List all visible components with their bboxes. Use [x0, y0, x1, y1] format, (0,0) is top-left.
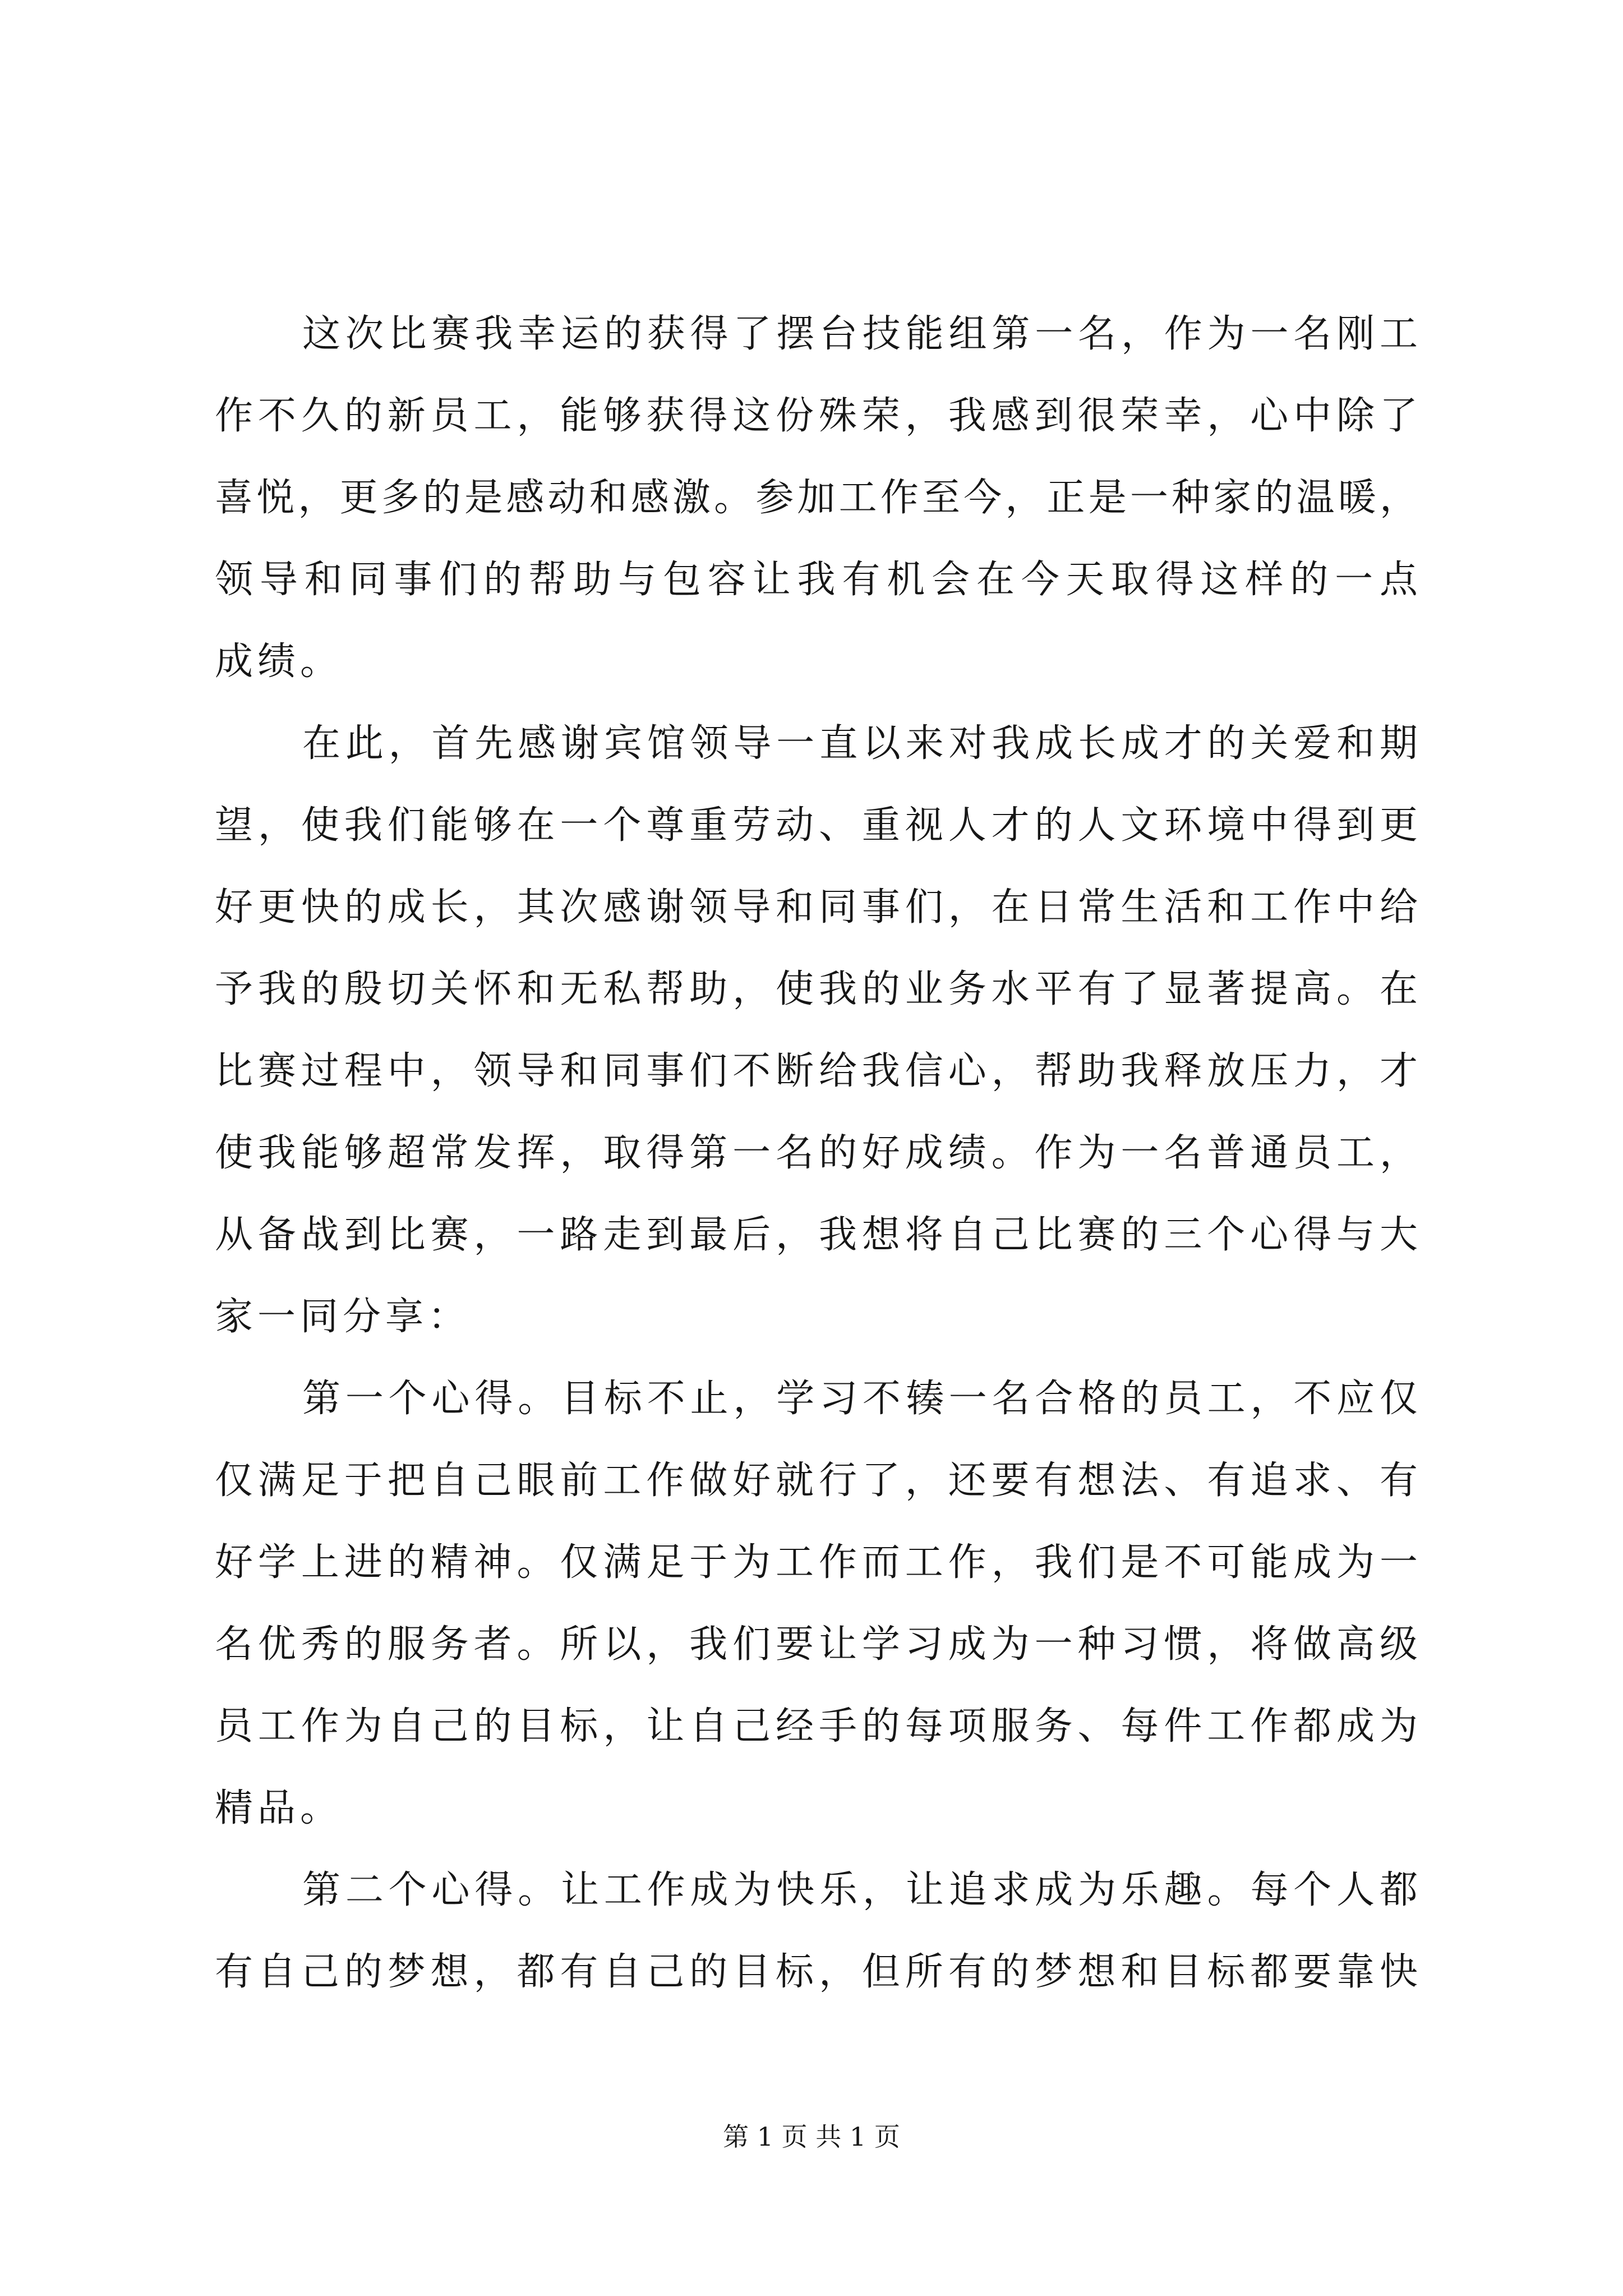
paragraph-4 — [215, 1849, 1418, 2013]
paragraph-line: 领导和同事们的帮助与包容让我有机会在今天取得这样的一点 — [215, 558, 1418, 602]
paragraph-line: 有自己的梦想，都有自己的目标，但所有的梦想和目标都要靠快 — [215, 1950, 1418, 1994]
paragraph-line: 好学上进的精神。仅满足于为工作而工作，我们是不可能成为一 — [215, 1540, 1418, 1585]
document-body — [215, 293, 1418, 2013]
paragraph-line: 予我的殷切关怀和无私帮助，使我的业务水平有了显著提高。在 — [215, 967, 1418, 1011]
paragraph-line: 第一个心得。目标不止，学习不辏一名合格的员工，不应仅 — [302, 1377, 1418, 1421]
paragraph-line: 望，使我们能够在一个尊重劳动、重视人才的人文环境中得到更 — [215, 803, 1418, 848]
paragraph-line: 作不久的新员工，能够获得这份殊荣，我感到很荣幸，心中除了 — [215, 394, 1418, 438]
paragraph-line: 家一同分享： — [215, 1295, 471, 1339]
paragraph-line: 名优秀的服务者。所以，我们要让学习成为一种习惯，将做高级 — [215, 1622, 1418, 1667]
paragraph-line: 第二个心得。让工作成为快乐，让追求成为乐趣。每个人都 — [302, 1868, 1418, 1912]
paragraph-line: 员工作为自己的目标，让自己经手的每项服务、每件工作都成为 — [215, 1704, 1418, 1749]
paragraph-line: 这次比赛我幸运的获得了摆台技能组第一名，作为一名刚工 — [302, 312, 1418, 356]
paragraph-3 — [215, 1358, 1418, 1849]
paragraph-2 — [215, 703, 1418, 1358]
paragraph-line: 喜悦，更多的是感动和感激。参加工作至今，正是一种家的温暖， — [215, 476, 1418, 520]
paragraph-line: 比赛过程中，领导和同事们不断给我信心，帮助我释放压力，才 — [215, 1049, 1418, 1093]
paragraph-line: 好更快的成长，其次感谢领导和同事们，在日常生活和工作中给 — [215, 885, 1418, 930]
page-number-footer: 第 1 页 共 1 页 — [723, 2122, 900, 2152]
paragraph-line: 精品。 — [215, 1786, 343, 1830]
paragraph-line: 成绩。 — [215, 639, 343, 684]
paragraph-line: 在此，首先感谢宾馆领导一直以来对我成长成才的关爱和期 — [302, 721, 1418, 766]
paragraph-1 — [215, 293, 1418, 703]
paragraph-line: 从备战到比赛，一路走到最后，我想将自己比赛的三个心得与大 — [215, 1213, 1418, 1257]
paragraph-line: 仅满足于把自己眼前工作做好就行了，还要有想法、有追求、有 — [215, 1458, 1418, 1503]
paragraph-line: 使我能够超常发挥，取得第一名的好成绩。作为一名普通员工， — [215, 1131, 1418, 1175]
